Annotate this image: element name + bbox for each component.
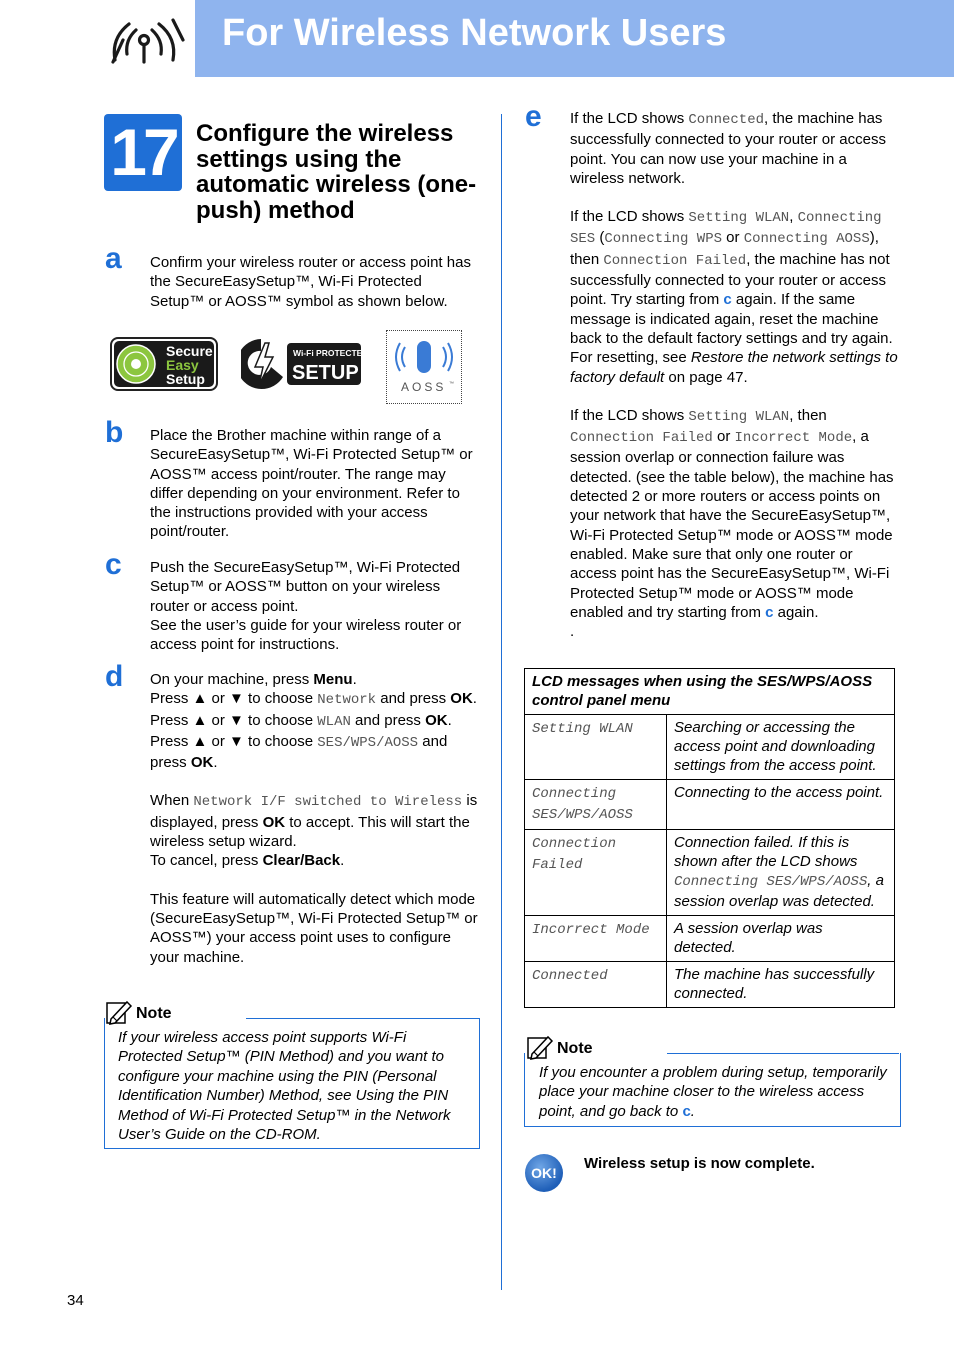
secure-easy-setup-logo bbox=[110, 337, 218, 391]
aoss-logo-tm: ™ bbox=[449, 381, 454, 387]
step-c-line2: See the user’s guide for your wireless router or access point for instructions. bbox=[150, 616, 462, 654]
table-row: Setting WLAN Searching or accessing the access point and downloading settings from the access point. bbox=[525, 715, 895, 780]
ok-badge-icon: OK! bbox=[525, 1154, 563, 1192]
step-d-text: On your machine, press Menu. Press ▲ or ▼ to choose Network and press OK. Press ▲ or ▼ to choose WLAN and press OK. Press ▲ or ▼ to choose SES/WPS/AOSS and press OK. When Network I/F switched to Wireless is displayed, press OK to accept. This will start the wireless setup wizard. To cancel, press Clear/Back. This feature will automatically detect which mode (SecureEasySetup™, Wi-Fi Protected Setup™ or AOSS™) your access point uses to configure your machine. bbox=[150, 670, 480, 967]
note-left-label: Note bbox=[136, 1005, 172, 1022]
header-icon-area bbox=[0, 0, 193, 77]
note-pencil-icon bbox=[105, 999, 133, 1025]
aoss-logo bbox=[386, 330, 462, 404]
step-letter-b: b bbox=[105, 416, 124, 449]
step-number-badge: 17 bbox=[104, 114, 182, 191]
step-e-text: If the LCD shows Connected, the machine has successfully connected to your router or access point. You can now use your machine in a wireless network. If the LCD shows Setting WLAN, Connecting SES (Connecting WPS or Connecting AOSS), then Connection Failed, the machine has not successfully connected to your router or access point. Try starting from c again. If the same message is indicated again, reset the machine back to the default factory settings and try again. For resetting, see Restore the network settings to factory default on page 47. If the LCD shows Setting WLAN, then Connection Failed or Incorrect Mode, a session overlap or connection failure was detected. (see the table below), the machine has detected 2 or more routers or access points on your network that have the SecureEasySetup™, Wi-Fi Protected Setup™ mode or AOSS™ mode enabled. Make sure that only one router or access point has the SecureEasySetup™, Wi-Fi Protected Setup™ mode or AOSS™ mode enabled and try starting from c again. . bbox=[570, 110, 898, 641]
note-right-label: Note bbox=[557, 1040, 593, 1057]
step-letter-e: e bbox=[525, 100, 542, 133]
step-letter-c: c bbox=[105, 548, 122, 581]
step-b-text: Place the Brother machine within range of a SecureEasySetup™, Wi-Fi Protected Setup™ or AOSS™ access point/router. The range may differ depending on your environment. Refer to the instructions provided with your access point/router. bbox=[150, 427, 473, 541]
table-row: Incorrect Mode A session overlap was detected. bbox=[525, 916, 895, 962]
table-header-row bbox=[525, 669, 895, 715]
note-left-text: If your wireless access point supports Wi-Fi Protected Setup™ (PIN Method) and you want to configure your machine using the PIN (Personal Identification Number) Method, see Using the PIN Method of Wi-Fi Protected Setup™ in the Network User’s Guide on the CD-ROM. bbox=[118, 1029, 451, 1144]
lcd-messages-table bbox=[524, 668, 895, 1008]
wireless-icon bbox=[103, 14, 185, 66]
note-pencil-icon bbox=[526, 1034, 554, 1060]
note-right-text: If you encounter a problem during setup, temporarily place your machine closer to the wireless access point, and go back to c. bbox=[539, 1064, 887, 1120]
ses-logo-line2: Easy bbox=[166, 357, 199, 373]
aoss-logo-label: AOSS bbox=[401, 380, 447, 394]
step-letter-d: d bbox=[105, 660, 124, 693]
step-d-feature: This feature will automatically detect which mode (SecureEasySetup™, Wi-Fi Protected Setup™ or AOSS™) your access point uses to configure your machine. bbox=[150, 890, 478, 966]
ses-logo-line3: Setup bbox=[166, 371, 205, 387]
ses-logo-line1: Secure bbox=[166, 343, 213, 359]
wps-logo-line2: SETUP bbox=[292, 362, 359, 384]
step-title: Configure the wireless settings using the automatic wireless (one-push) method bbox=[196, 120, 477, 224]
setup-complete-text: Wireless setup is now complete. bbox=[584, 1155, 815, 1172]
step-a-text: Confirm your wireless router or access point has the SecureEasySetup™, Wi-Fi Protected Setup™ or AOSS™ symbol as shown below. bbox=[150, 254, 471, 310]
table-row: Connecting SES/WPS/AOSS Connecting to the access point. bbox=[525, 780, 895, 830]
step-letter-a: a bbox=[105, 242, 122, 275]
step-c-text bbox=[150, 558, 480, 654]
page-title: For Wireless Network Users bbox=[222, 12, 727, 54]
column-divider bbox=[501, 114, 502, 1290]
table-header: LCD messages when using the SES/WPS/AOSS control panel menu bbox=[525, 669, 895, 715]
wifi-protected-setup-logo bbox=[241, 337, 363, 391]
wps-logo-line1: Wi-Fi PROTECTED bbox=[293, 348, 363, 358]
step-c-line1: Push the SecureEasySetup™, Wi-Fi Protected Setup™ or AOSS™ button on your wireless router or access point. bbox=[150, 559, 461, 615]
table-row: Connected The machine has successfully connected. bbox=[525, 962, 895, 1008]
page-number: 34 bbox=[67, 1292, 84, 1309]
table-row: Connection Failed Connection failed. If this is shown after the LCD shows Connecting SES/WPS/AOSS, a session overlap was detected. bbox=[525, 830, 895, 916]
